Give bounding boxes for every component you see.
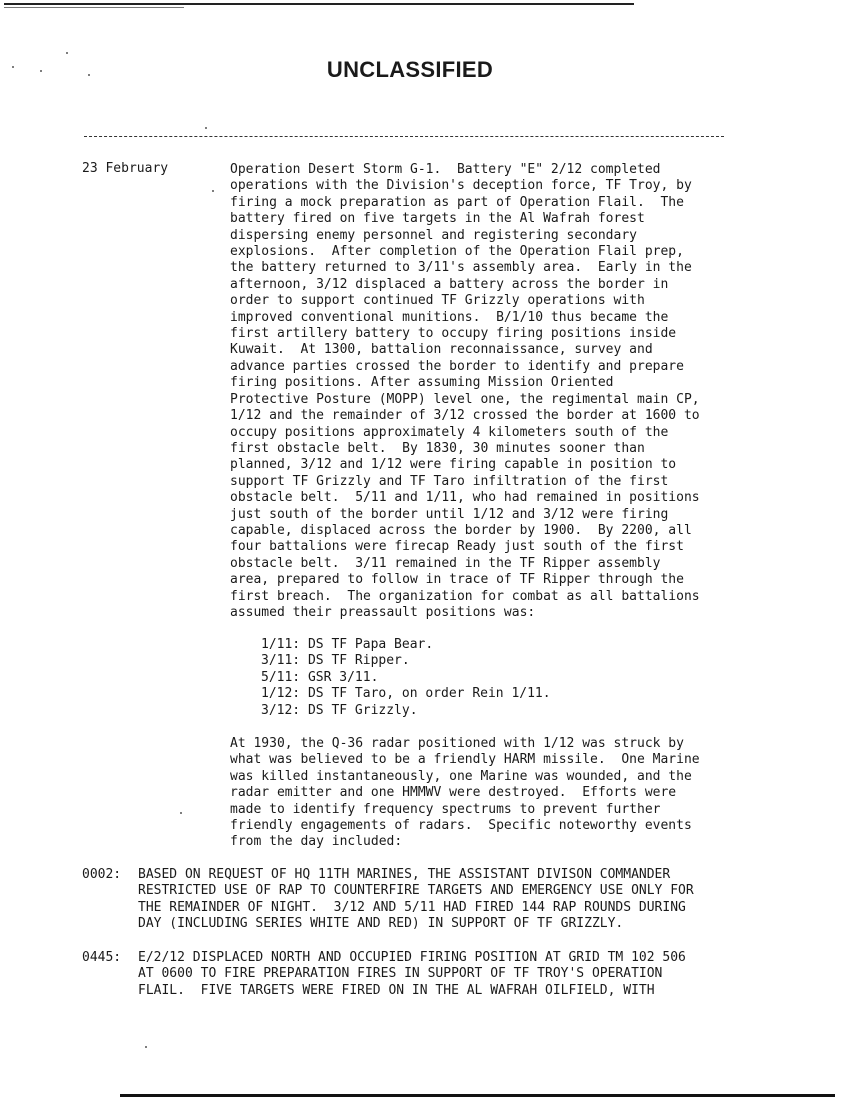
narrative-paragraph-1: Operation Desert Storm G-1. Battery "E" 2/12 completed operations with the Division's deception force, TF Troy, by firing a mock preparation as part of Operation Flail. The battery fired on five targets in the Al Wafrah forest dispersing enemy personnel and registering secondary explosions. After completion of the Operation Flail prep, the battery returned to 3/11's assembly area. Early in the afternoon, 3/12 displaced a battery across the border in order to support continued TF Grizzly operations with improved conventional munitions. B/1/10 thus became the first artillery battery to occupy firing positions inside Kuwait. At 1300, battalion reconnaissance, survey and advance parties crossed the border to identify and prepare firing positions. After assuming Mission Oriented Protective Posture (MOPP) level one, the regimental main CP, 1/12 and the remainder of 3/12 crossed the border at 1600 to occupy positions approximately 4 kilometers south of the first obstacle belt. By 1830, 30 minutes sooner than planned, 3/12 and 1/12 were firing capable in position to support TF Grizzly and TF Taro infiltration of the first obstacle belt. 5/11 and 1/11, who had remained in positions just south of the border until 1/12 and 3/12 were firing capable, displaced across the border by 1900. By 2200, all four battalions were firecap Ready just south of the first obstacle belt. 3/11 remained in the TF Ripper assembly area, prepared to follow in trace of TF Ripper through the first breach. The organization for combat as all battalions assumed their preassault positions was: <box>230 162 700 620</box>
scan-speck <box>145 1046 147 1048</box>
entry-date: 23 February <box>82 161 169 176</box>
organization-item: 1/12: DS TF Taro, on order Rein 1/11. <box>261 686 551 702</box>
scan-speck <box>180 812 182 814</box>
scan-bottom-rule <box>120 1094 835 1097</box>
organization-item: 1/11: DS TF Papa Bear. <box>261 637 434 652</box>
event-text: E/2/12 DISPLACED NORTH AND OCCUPIED FIRING POSITION AT GRID TM 102 506 AT 0600 TO FIRE PREPARATION FIRES IN SUPPORT OF TF TROY'S OPERATION FLAIL. FIVE TARGETS WERE FIRED ON IN THE AL WAFRAH OILFIELD, WITH <box>138 950 686 998</box>
scan-top-rule-secondary <box>4 7 184 8</box>
scan-speck <box>205 127 207 129</box>
header-divider <box>84 136 724 137</box>
classification-marking: UNCLASSIFIED <box>326 57 494 82</box>
organization-item: 3/11: DS TF Ripper. <box>261 653 410 669</box>
narrative-paragraph-2: At 1930, the Q-36 radar positioned with 1/12 was struck by what was believed to be a friendly HARM missile. One Marine was killed instantaneously, one Marine was wounded, and the radar emitter and one HMMWV were destroyed. Efforts were made to identify frequency spectrums to prevent further friendly engagements of radars. Specific noteworthy events from the day included: <box>230 736 700 850</box>
organization-item: 3/12: DS TF Grizzly. <box>261 702 418 718</box>
scan-speck <box>212 190 214 192</box>
scan-top-rule <box>4 3 634 5</box>
event-text: BASED ON REQUEST OF HQ 11TH MARINES, THE ASSISTANT DIVISON COMMANDER RESTRICTED USE OF RAP TO COUNTERFIRE TARGETS AND EMERGENCY USE ONLY FOR THE REMAINDER OF NIGHT. 3/12 AND 5/11 HAD FIRED 144 RAP ROUNDS DURING DAY (INCLUDING SERIES WHITE AND RED) IN SUPPORT OF TF GRIZZLY. <box>138 867 694 932</box>
event-time: 0445: <box>82 950 122 965</box>
organization-for-combat-list <box>261 637 551 719</box>
scan-speck <box>66 52 68 54</box>
event-time: 0002: <box>82 867 122 882</box>
organization-item: 5/11: GSR 3/11. <box>261 669 379 685</box>
